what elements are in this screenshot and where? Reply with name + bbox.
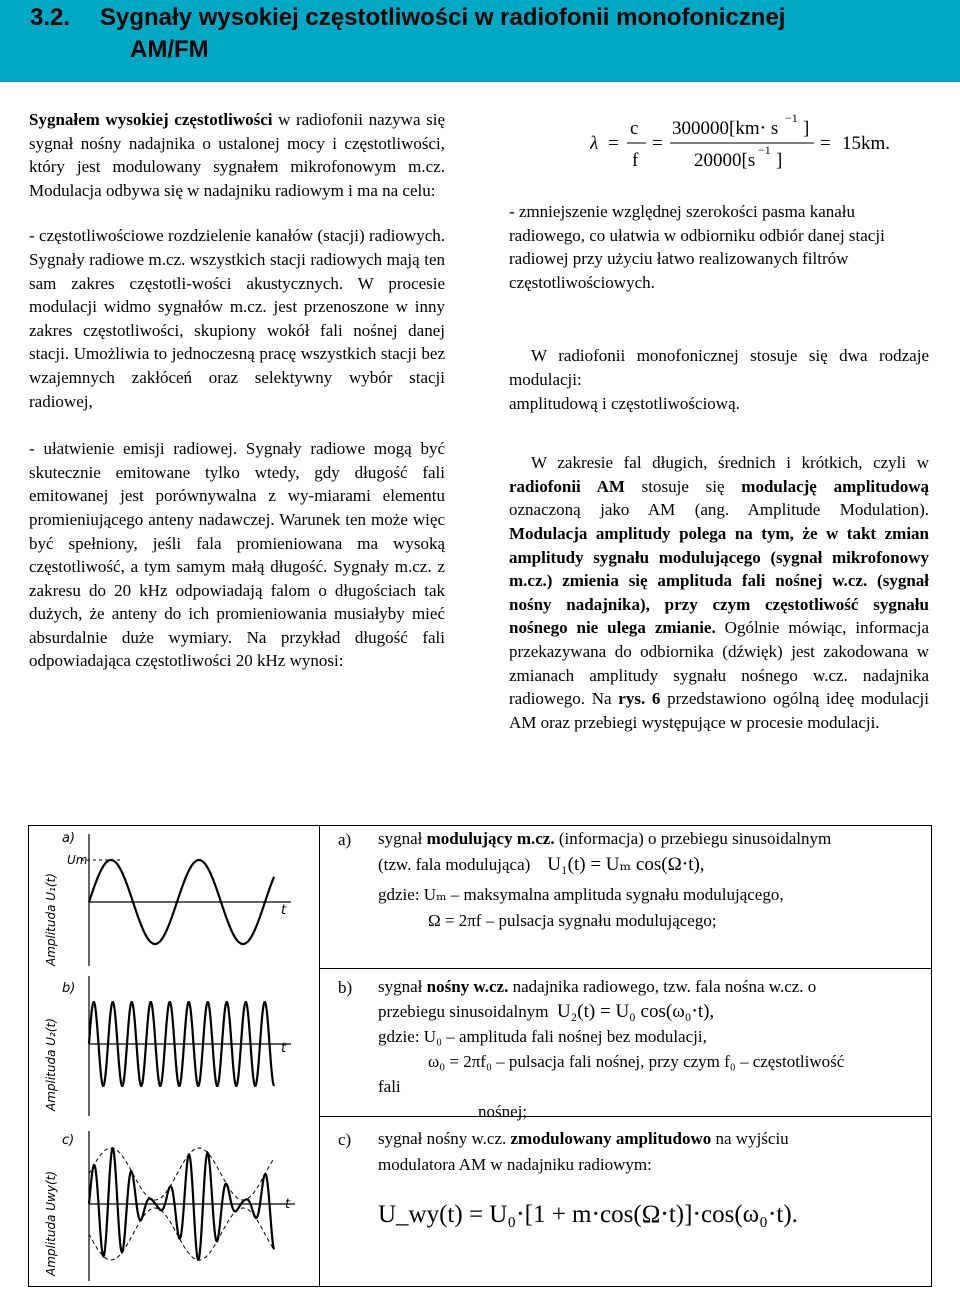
title-line-2: AM/FM (130, 36, 209, 63)
row-b-fali: fali (378, 1077, 401, 1096)
am-text-2: stosuje się (624, 476, 742, 496)
svg-text:=: = (652, 133, 663, 154)
am-description-paragraph (509, 451, 929, 734)
row-b-l1-bold: nośny w.cz. (426, 977, 509, 996)
row-a-pulsation: Ω = 2πf – pulsacja sygnału modulującego; (428, 911, 717, 930)
section-number: 3.2. (30, 4, 71, 31)
panel-c-label: c) (62, 1133, 75, 1148)
row-c-l1-post: na wyjściu (711, 1129, 789, 1148)
am-bold-radio: radiofonii AM (509, 476, 625, 496)
purpose-paragraph-3: - zmniejszenie względnej szerokości pasma kanału radiowego, co ułatwia w odbiorniku odbiór danej stacji radiowej przy użyciu łatwo realizowanych filtrów częstotliwościowych. (509, 202, 885, 292)
row-a-where: gdzie: Uₘ – maksymalna amplituda sygnału modulującego, (378, 885, 784, 904)
purpose-paragraph-2: - ułatwienie emisji radiowej. Sygnały radiowe mogą być skutecznie emitowane tylko wtedy, gdy długość fali emitowanej jest porównywalna z wy-miarami elementu promieniującego anteny nadawczej. Warunek ten może więc być spełniony, jeśli fala promieniowana ma wysoką częstotliwość, a tym samym małą długość. Sygnały m.cz. z zakresu do 20 kHz odpowiadają falom o długościach tak dużych, że anteny do ich promieniowania musiałyby mieć absurdalnie duże wymiary. Na przykład długość fali odpowiadająca częstotliwości 20 kHz wynosi: (29, 439, 445, 671)
time-label-b: t (281, 1041, 287, 1056)
c-symbol: c (630, 118, 639, 139)
modulation-types-list: amplitudową i częstotliwościową. (509, 393, 740, 413)
panel-b-label: b) (62, 981, 76, 996)
am-output-formula: U_wy(t) = U₀⋅[1 + m⋅cos(Ω⋅t)]⋅cos(ω₀⋅t). (378, 1201, 798, 1228)
wavelength-formula (590, 108, 920, 178)
am-bold-definition: Modulacja amplitudy polega na tym, że w takt zmian amplitudy sygnału modulującego (sygnał mikrofonowy m.cz.) zmienia się amplituda fali nośnej w.cz. (sygnał nośny nadajnika), przy czym częstotliwość sygnału nośnego nie ulega zmianie. (509, 523, 929, 638)
purpose-paragraph-1: - częstotliwościowe rozdzielenie kanałów (stacji) radiowych. Sygnały radiowe m.cz. wszystkich stacji radiowych mają ten sam zakres częstotli-wości akustycznych. W procesie modulacji widmo sygnałów m.cz. jest przenoszone w inny zakres częstotliwości, skupiony wokół fali nośnej danej stacji. Umożliwia to jednoczesną pracę wszystkich stacji bez wzajemnych zakłóceń oraz selektywny wybór stacji radiowej, (29, 226, 445, 411)
denominator-exponent: −1 (758, 143, 771, 157)
lambda-symbol: λ (590, 133, 599, 154)
title-line-1: Sygnały wysokiej częstotliwości w radiofonii monofonicznej (100, 4, 786, 31)
am-text-1: W zakresie fal długich, średnich i krótkich, czyli w (531, 453, 929, 473)
panel-a-label: a) (62, 831, 76, 846)
description-row-c (319, 1116, 932, 1286)
row-c-label: c) (338, 1130, 352, 1149)
row-a-l1-post: (informacja) o przebiegu sinusoidalnym (554, 829, 832, 848)
intro-paragraph (29, 108, 445, 202)
row-a-l2-pre: (tzw. fala modulująca) (378, 855, 531, 874)
axis-label-b: Amplituda U₂(t) (44, 1018, 58, 1111)
row-a-text (378, 826, 918, 934)
row-b-l2-pre: przebiegu sinusoidalnym (378, 1002, 549, 1021)
row-b-label: b) (338, 978, 353, 997)
axis-label-a: Amplituda U₁(t) (44, 873, 58, 966)
row-b-l1-post: nadajnika radiowego, tzw. fala nośna w.cz. o (508, 977, 817, 996)
row-a-label: a) (338, 830, 352, 849)
intro-text: w radiofonii nazywa się sygnał nośny nadajnika o ustalonej mocy i częstotliwości, który jest modulowany sygnałem mikrofonowym m.cz. Modulacja odbywa się w nadajniku radiowym i ma na celu: (29, 110, 445, 200)
row-b-nosnej: nośnej; (478, 1102, 528, 1121)
fraction-numerator: 300000[km⋅ s (672, 118, 779, 139)
modulation-types-paragraph: W radiofonii monofonicznej stosuje się dwa rodzaje modulacji: (509, 346, 929, 389)
svg-text:=: = (820, 133, 831, 154)
waveform-figure (29, 826, 319, 1286)
figure-reference: rys. 6 (618, 689, 661, 709)
numerator-bracket: ] (803, 118, 810, 139)
row-b-text (378, 974, 918, 1124)
modulation-figure-box (28, 825, 932, 1287)
row-b-pulsation: ω₀ = 2πf₀ – pulsacja fali nośnej, przy czym f₀ – częstotliwość (428, 1052, 845, 1071)
right-column (509, 200, 929, 734)
row-c-l1-pre: sygnał nośny w.cz. (378, 1129, 511, 1148)
row-a-l1-pre: sygnał (378, 829, 427, 848)
left-column (29, 108, 445, 673)
am-bold-modulation: modulację amplitudową (741, 476, 929, 496)
description-row-b (319, 968, 932, 1121)
time-label-a: t (281, 903, 287, 918)
axis-label-c: Amplituda Uwy(t) (44, 1170, 58, 1276)
row-b-where: gdzie: U₀ – amplituda fali nośnej bez modulacji, (378, 1027, 707, 1046)
row-c-text (378, 1126, 918, 1228)
f-symbol: f (632, 150, 639, 171)
am-text-3: oznaczoną jako AM (ang. Amplitude Modulation). (509, 500, 929, 520)
numerator-exponent: −1 (785, 111, 798, 125)
row-c-l1-bold: zmodulowany amplitudowo (510, 1129, 712, 1148)
row-b-formula: U₂(t) = U₀ cos(ω₀⋅t), (556, 1001, 715, 1022)
row-a-formula: U₁(t) = Uₘ cos(Ω⋅t), (547, 854, 705, 875)
um-label: Um (67, 853, 88, 867)
intro-bold: Sygnałem wysokiej częstotliwości (29, 110, 273, 129)
row-c-l2: modulatora AM w nadajniku radiowym: (378, 1155, 652, 1174)
description-row-a (319, 826, 932, 969)
row-a-l1-bold: modulujący m.cz. (426, 829, 555, 848)
time-label-c: t (285, 1197, 291, 1212)
svg-text:=: = (608, 133, 619, 154)
denominator-bracket: ] (776, 150, 783, 171)
am-text-4: Ogólnie mówiąc, informacja przekazywana do odbiornika (dźwięk) jest zakodowana w zmianach amplitudy sygnału nośnego w.cz. nadajnika radiowego. Na (509, 618, 929, 709)
wavelength-result: 15km. (842, 133, 891, 154)
fraction-denominator: 20000[s (694, 150, 756, 171)
row-b-l1-pre: sygnał (378, 977, 427, 996)
am-text-5: przedstawiono ogólną ideę modulacji AM oraz przebiegi występujące w procesie modulacji. (509, 689, 930, 732)
section-title (30, 2, 930, 66)
